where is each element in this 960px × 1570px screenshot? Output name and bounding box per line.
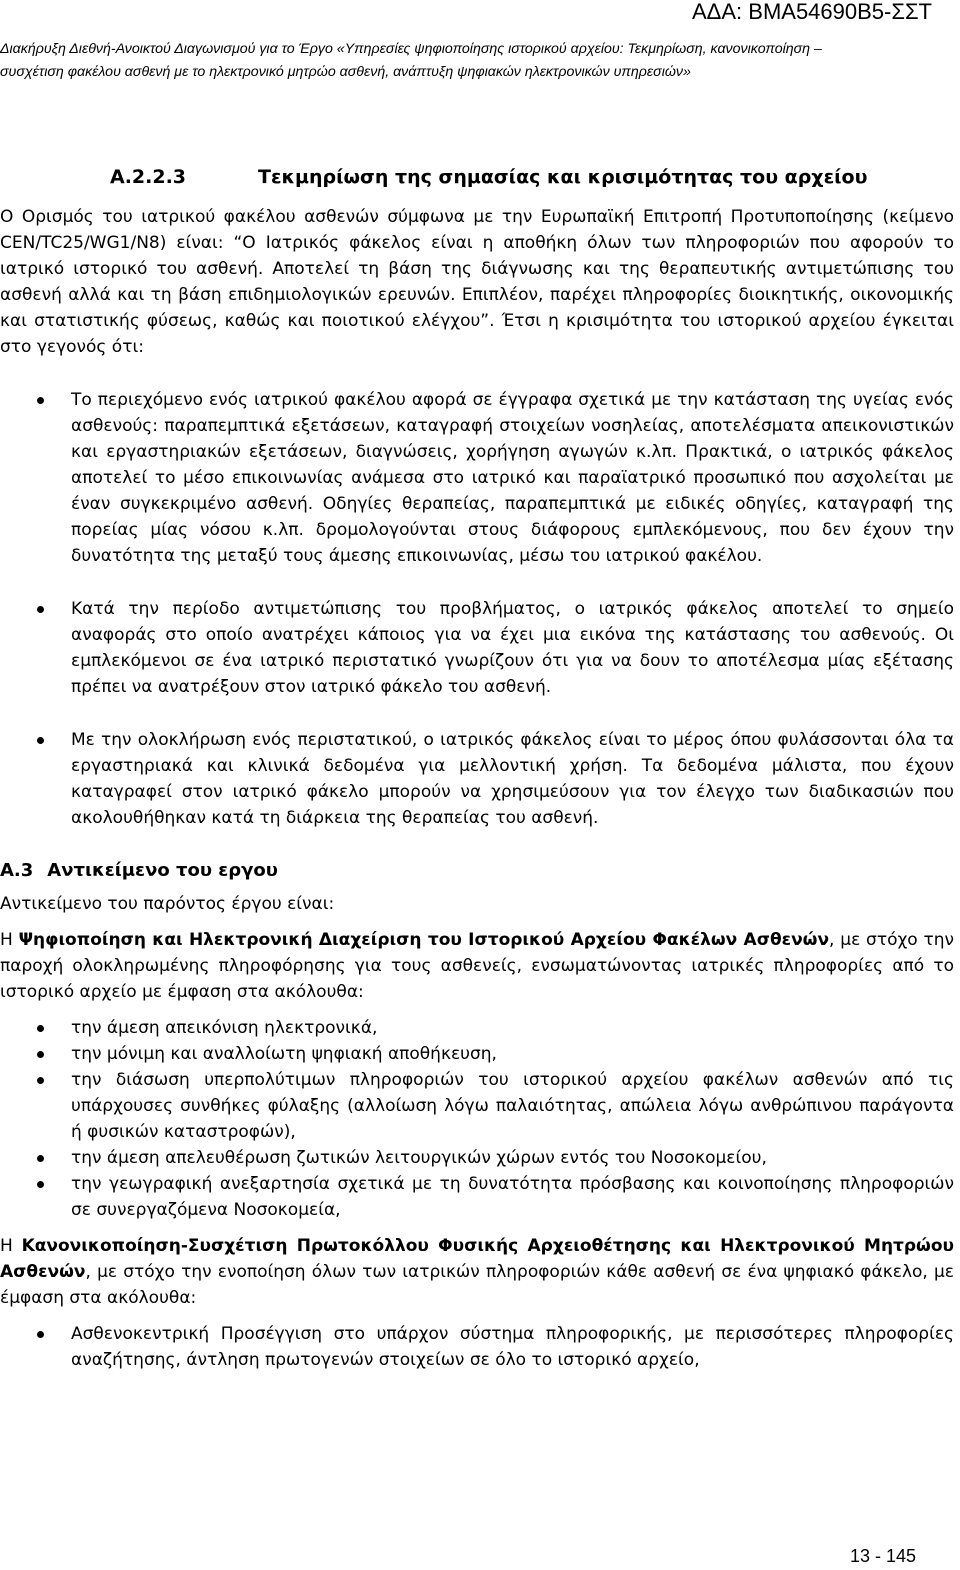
header-line: συσχέτιση φακέλου ασθενή με το ηλεκτρονικό μητρώο ασθενή, ανάπτυξη ψηφιακών ηλεκτρονικών υπηρεσιών» [0,64,691,80]
text-span: , με στόχο την παροχή ολοκληρωμένης πληροφόρησης για τους ασθενείς, ενσωματώνοντας ιατρικές πληροφορίες από το ιστορικό αρχείο με έμφαση στα ακόλουθα: [0,930,954,1002]
bullet-list [0,1321,960,1373]
bold-text: Ψηφιοποίηση και Ηλεκτρονική Διαχείριση του Ιστορικού Αρχείου Φακέλων Ασθενών [18,930,830,950]
text-span: Η [0,930,19,950]
list-item: την μόνιμη και αναλλοίωτη ψηφιακή αποθήκευση, [0,1041,960,1067]
paragraph: Αντικείμενο του παρόντος έργου είναι: [0,894,335,914]
section-title: Αντικείμενο του εργου [47,860,278,881]
document-header [0,38,945,84]
list-item: Κατά την περίοδο αντιμετώπισης του προβλήματος, ο ιατρικός φάκελος αποτελεί το σημείο αναφοράς στο οποίο ανατρέχει κάποιος για να έχει μια εικόνα της κατάστασης του ασθενούς. Οι εμπλεκόμενοι σε ένα ιατρικό περιστατικό γνωρίζουν ότι για να δουν το αποτέλεσμα μίας εξέτασης πρέπει να ανατρέξουν στον ιατρικό φάκελο του ασθενή. [0,596,960,700]
list-item: την άμεση απεικόνιση ηλεκτρονικά, [0,1015,960,1041]
page-number: 13 - 145 [849,1546,916,1566]
list-item: την διάσωση υπερπολύτιμων πληροφοριών του ιστορικού αρχείου φακέλων ασθενών από τις υπάρχουσες συνθήκες φύλαξης (αλλοίωση λόγω παλαιότητας, απώλεια λόγω ανθρώπινου παράγοντα ή φυσικών καταστροφών), [0,1067,960,1145]
paragraph [0,1233,960,1311]
list-item: την γεωγραφική ανεξαρτησία σχετικά με τη δυνατότητα πρόσβασης και κοινοποίησης πληροφοριών σε συνεργαζόμενα Νοσοκομεία, [0,1171,960,1223]
list-item: Το περιεχόμενο ενός ιατρικού φακέλου αφορά σε έγγραφα σχετικά με την κατάσταση της υγείας ενός ασθενούς: παραπεμπτικά εξετάσεων, καταγραφή στοιχείων νοσηλείας, αποτελέσματα απεικονιστικών και εργαστηριακών εξετάσεων, διαγνώσεις, χορήγηση αγωγών κ.λπ. Πρακτικά, ο ιατρικός φάκελος αποτελεί το μέσο επικοινωνίας ανάμεσα στο ιατρικό και παραϊατρικό προσωπικό που ασχολείται με έναν συγκεκριμένο ασθενή. Οδηγίες θεραπείας, παραπεμπτικά με ειδικές οδηγίες, καταγραφή της πορείας μίας νόσου κ.λπ. δρομολογούνται στους διάφορους εμπλεκόμενους, που δεν έχουν την δυνατότητα της μεταξύ τους άμεσης επικοινωνίας, μέσω του ιατρικού φακέλου. [0,387,960,569]
list-item: Ασθενοκεντρική Προσέγγιση στο υπάρχον σύστημα πληροφορικής, με περισσότερες πληροφορίες αναζήτησης, άντληση πρωτογενών στοιχείων σε όλο το ιστορικό αρχείο, [0,1321,960,1373]
section-number: Α.2.2.3 [110,166,187,188]
section-number: Α.3 [0,860,34,881]
ada-code: ΑΔΑ: ΒΜΑ54690Β5-ΣΣΤ [692,0,932,24]
text-span: Η [0,1236,22,1256]
section-heading [0,858,960,884]
section-heading [0,158,960,196]
section-title: Τεκμηρίωση της σημασίας και κρισιμότητας του αρχείου [258,166,868,188]
paragraph [0,927,960,1005]
bullet-list [0,1015,960,1223]
text-span: , με στόχο την ενοποίηση όλων των ιατρικών πληροφοριών κάθε ασθενή σε ένα ψηφιακό φάκελο, με έμφαση στα ακόλουθα: [0,1262,954,1308]
list-item: Με την ολοκλήρωση ενός περιστατικού, ο ιατρικός φάκελος είναι το μέρος όπου φυλάσσονται όλα τα εργαστηριακά και κλινικά δεδομένα για μελλοντική χρήση. Τα δεδομένα μάλιστα, που έχουν καταγραφεί στον ιατρικό φάκελο μπορούν να χρησιμεύσουν για τον έλεγχο των διαδικασιών που ακολουθήθηκαν κατά τη διάρκεια της θεραπείας του ασθενή. [0,727,960,831]
paragraph: Ο Ορισμός του ιατρικού φακέλου ασθενών σύμφωνα με την Ευρωπαϊκή Επιτροπή Προτυποποίησης (κείμενο CEN/TC25/WG1/N8) είναι: “Ο Ιατρικός φάκελος είναι η αποθήκη όλων των πληροφοριών που αφορούν το ιατρικό ιστορικό του ασθενή. Αποτελεί τη βάση της διάγνωσης και της θεραπευτικής αντιμετώπισης του ασθενή αλλά και τη βάση επιδημιολογικών ερευνών. Επιπλέον, παρέχει πληροφορίες διοικητικής, οικονομικής και στατιστικής φύσεως, καθώς και ποιοτικού ελέγχου”. Έτσι η κρισιμότητα του ιστορικού αρχείου έγκειται στο γεγονός ότι: [0,207,954,357]
document-body [0,158,960,1383]
bullet-list [0,387,960,831]
list-item: την άμεση απελευθέρωση ζωτικών λειτουργικών χώρων εντός του Νοσοκομείου, [0,1145,960,1171]
bold-text: Κανονικοποίηση-Συσχέτιση Πρωτοκόλλου Φυσικής Αρχειοθέτησης και Ηλεκτρονικού Μητρώου Ασθενών [0,1236,954,1282]
header-line: Διακήρυξη Διεθνή-Ανοικτού Διαγωνισμού για το Έργο «Υπηρεσίες ψηφιοποίησης ιστορικού αρχείου: Τεκμηρίωση, κανονικοποίηση – [0,41,822,57]
